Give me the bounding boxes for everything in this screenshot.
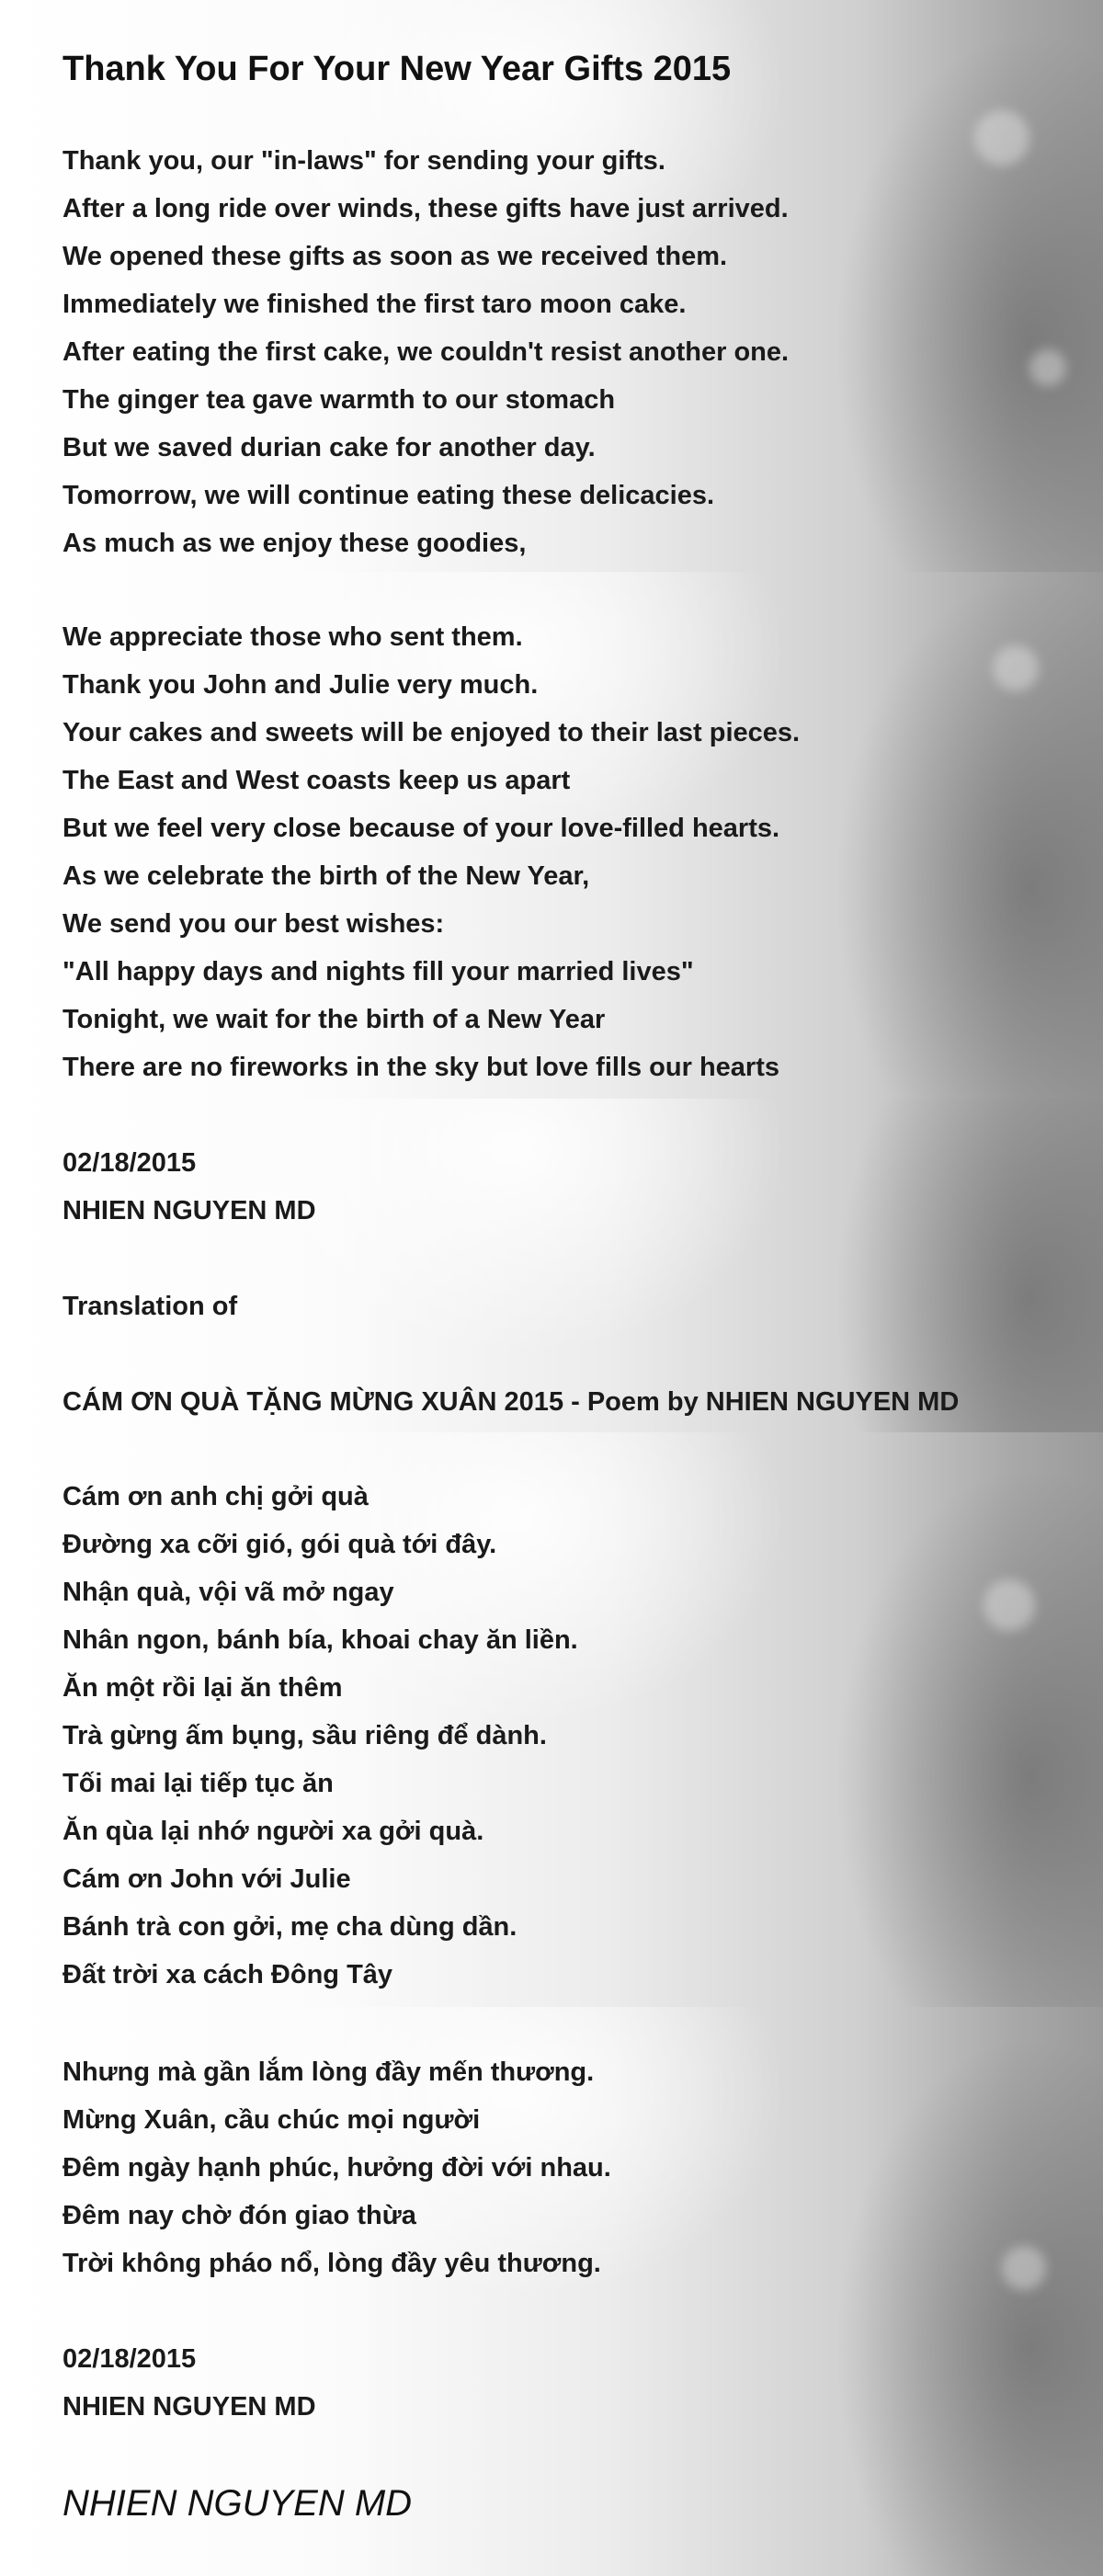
poem-title: Thank You For Your New Year Gifts 2015 (63, 50, 732, 88)
poem-line: Thank you, our "in-laws" for sending your gifts. (63, 146, 665, 176)
poem-line: We appreciate those who sent them. (63, 622, 523, 652)
background-panel-5 (0, 2007, 1103, 2576)
poem-line: Immediately we finished the first taro moon cake. (63, 290, 687, 319)
poem-line: Đất trời xa cách Đông Tây (63, 1960, 393, 1989)
poem-line: Nhận quà, vội vã mở ngay (63, 1578, 394, 1607)
poem-line: Tomorrow, we will continue eating these delicacies. (63, 481, 715, 510)
poem-line: Đêm nay chờ đón giao thừa (63, 2201, 416, 2230)
background-panel-4 (0, 1432, 1103, 2007)
poem-author: NHIEN NGUYEN MD (63, 1196, 316, 1225)
background-panel-3 (0, 1099, 1103, 1432)
author-signature: NHIEN NGUYEN MD (63, 2483, 413, 2524)
bokeh-light (1002, 2246, 1046, 2290)
poem-line: Mừng Xuân, cầu chúc mọi người (63, 2105, 481, 2135)
bokeh-light (974, 110, 1029, 165)
poem-line: Đường xa cỡi gió, gói quà tới đây. (63, 1530, 497, 1559)
poem-line: But we saved durian cake for another day. (63, 433, 596, 462)
poem-line: As we celebrate the birth of the New Year, (63, 861, 590, 891)
poem-line: The ginger tea gave warmth to our stomach (63, 385, 616, 415)
poem-date: 02/18/2015 (63, 1148, 197, 1178)
background-panel-2 (0, 572, 1103, 1099)
poem-line: Nhưng mà gần lắm lòng đầy mến thương. (63, 2057, 595, 2087)
poem-line: As much as we enjoy these goodies, (63, 529, 527, 558)
poem-line: Ăn một rồi lại ăn thêm (63, 1673, 343, 1703)
background-panel-1 (0, 0, 1103, 572)
poem-line: Ăn qùa lại nhớ người xa gởi quà. (63, 1817, 484, 1846)
poem-line: The East and West coasts keep us apart (63, 766, 571, 795)
original-poem-title: CÁM ƠN QUÀ TẶNG MỪNG XUÂN 2015 - Poem by NHIEN NGUYEN MD (63, 1387, 960, 1417)
poem-author: NHIEN NGUYEN MD (63, 2392, 316, 2422)
poem-line: After eating the first cake, we couldn't resist another one. (63, 337, 790, 367)
bokeh-light (993, 645, 1039, 691)
poem-line: Nhân ngon, bánh bía, khoai chay ăn liền. (63, 1625, 578, 1655)
poem-line: Thank you John and Julie very much. (63, 670, 539, 700)
poem-line: We opened these gifts as soon as we received them. (63, 242, 728, 271)
poem-line: Cám ơn John với Julie (63, 1864, 351, 1894)
poem-line: Tonight, we wait for the birth of a New Year (63, 1005, 606, 1034)
poem-line: Bánh trà con gởi, mẹ cha dùng dần. (63, 1912, 517, 1942)
poem-line: Tối mai lại tiếp tục ăn (63, 1769, 334, 1798)
poem-line: But we feel very close because of your love-filled hearts. (63, 814, 780, 843)
poem-line: There are no fireworks in the sky but love fills our hearts (63, 1053, 779, 1082)
bokeh-light (984, 1579, 1035, 1631)
poem-line: After a long ride over winds, these gifts have just arrived. (63, 194, 789, 223)
poem-line: Your cakes and sweets will be enjoyed to their last pieces. (63, 718, 801, 747)
poem-line: Đêm ngày hạnh phúc, hưởng đời với nhau. (63, 2153, 611, 2183)
poem-line: Trời không pháo nổ, lòng đầy yêu thương. (63, 2249, 601, 2278)
poem-line: Trà gừng ấm bụng, sầu riêng để dành. (63, 1721, 547, 1750)
poem-line: We send you our best wishes: (63, 909, 445, 939)
translation-label: Translation of (63, 1292, 238, 1321)
poem-line: "All happy days and nights fill your married lives" (63, 957, 694, 986)
poem-line: Cám ơn anh chị gởi quà (63, 1482, 369, 1511)
bokeh-light (1029, 349, 1066, 386)
poem-date: 02/18/2015 (63, 2344, 197, 2374)
